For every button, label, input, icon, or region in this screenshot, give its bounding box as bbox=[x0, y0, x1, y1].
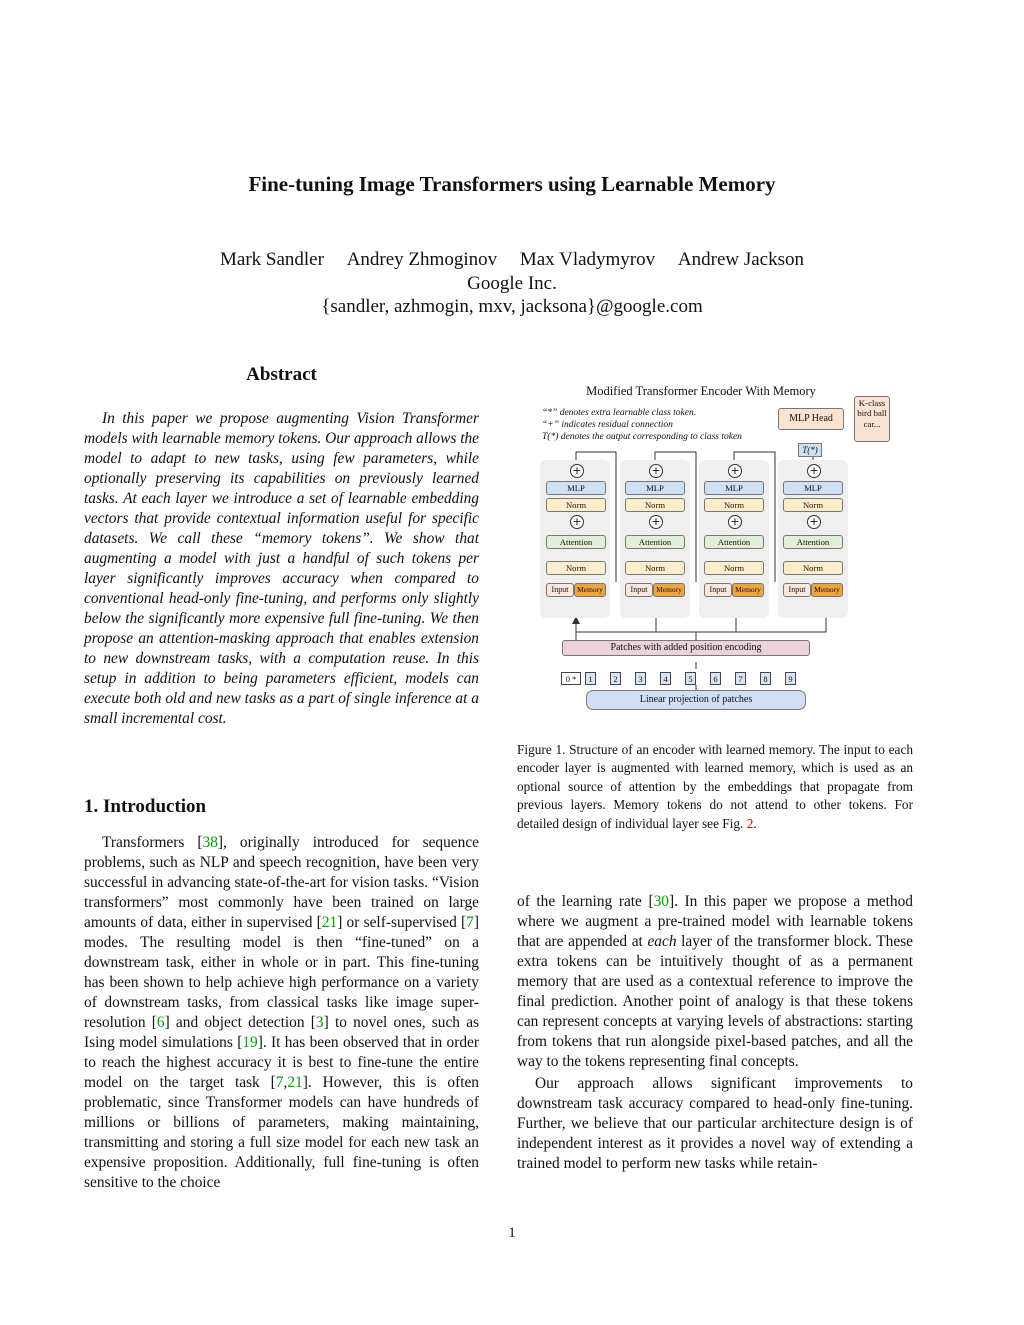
figure-note: “*” denotes extra learnable class token. bbox=[542, 408, 697, 418]
text-run: ] to novel ones, such as Ising model simulations [ bbox=[84, 1014, 480, 1051]
linear-projection-box: Linear projection of patches bbox=[586, 690, 806, 710]
attention-box: Attention bbox=[546, 535, 606, 549]
text-run: ]. However, this is often problematic, since Transformer models can have hundreds of millions or billions of parameters, making maintaining, transmitting and storing a full size model for each new task an expensive proposition. Additionally, full fine-tuning is often sensitive to the choice bbox=[84, 1074, 479, 1191]
text-run: of the learning rate [ bbox=[517, 893, 654, 910]
citation-link[interactable]: 38 bbox=[202, 834, 218, 851]
text-run: , bbox=[283, 1074, 288, 1091]
input-box: Input bbox=[546, 583, 574, 597]
text-run: ] or self-supervised [ bbox=[337, 914, 467, 931]
attention-box: Attention bbox=[704, 535, 764, 549]
page-number: 1 bbox=[508, 1225, 516, 1241]
text-run: layer of the transformer block. These extra tokens can be intuitively thought of as a permanent memory that are used as a contextual reference to improve the final prediction. Another point of analogy is that these tokens can represent concepts at varying levels of abstractions: starting from tokens that run alongside pixel-based patches, and all the way to the tokens representing final concepts. bbox=[517, 933, 913, 1070]
norm-box: Norm bbox=[546, 561, 606, 575]
author-block bbox=[0, 248, 1024, 319]
input-box: Input bbox=[704, 583, 732, 597]
norm-box: Norm bbox=[704, 498, 764, 512]
paragraph bbox=[517, 892, 913, 1072]
citation-link[interactable]: 30 bbox=[653, 893, 669, 910]
affiliation: Google Inc. bbox=[467, 272, 557, 294]
mlp-box: MLP bbox=[704, 481, 764, 495]
patch-token: 4 bbox=[660, 672, 671, 685]
patches-box: Patches with added position encoding bbox=[562, 640, 810, 656]
plus-icon: + bbox=[570, 515, 584, 529]
text-run: ] and object detection [ bbox=[164, 1014, 316, 1031]
citation-link[interactable]: 3 bbox=[315, 1014, 324, 1031]
plus-icon: + bbox=[807, 515, 821, 529]
author-name: Max Vladymyrov bbox=[519, 249, 656, 270]
abstract-text: In this paper we propose augmenting Vision Transformer models with learnable memory tokens. Our approach allows the model to adapt to new tasks, using few parameters, while optionally preserving its capabilities on previously learned tasks. At each layer we introduce a set of learnable embedding vectors that provide contextual information useful for specific datasets. We call these “memory tokens”. We show that augmenting a model with just a handful of such tokens per layer significantly improves accuracy when compared to conventional head-only fine-tuning, and performs only slightly below the significantly more expensive full fine-tuning. We then propose an attention-masking approach that enables extension to new downstream tasks, with a computation reuse. In this setup in addition to being parameters efficient, models can execute both old and new tasks as a part of single inference at a small incremental cost. bbox=[84, 410, 479, 727]
mlp-box: MLP bbox=[625, 481, 685, 495]
paragraph bbox=[84, 833, 479, 1193]
classes-box: K-class bird ball car... bbox=[854, 396, 890, 442]
text-run: . bbox=[753, 815, 757, 831]
author-name: Mark Sandler bbox=[220, 249, 324, 270]
mlp-box: MLP bbox=[546, 481, 606, 495]
author-name: Andrey Zhmoginov bbox=[346, 249, 498, 270]
patch-token: 6 bbox=[710, 672, 721, 685]
plus-icon: + bbox=[728, 515, 742, 529]
plus-icon: + bbox=[728, 464, 742, 478]
citation-link[interactable]: 21 bbox=[321, 914, 338, 931]
text-run: Figure 1. Structure of an encoder with learned memory. The input to each encoder layer is augmented with learned memory, which is used as an optional source of attention by the embeddings that propagate from previous layers. Memory tokens do not attend to other tokens. For detailed design of individual layer see Fig. bbox=[517, 742, 913, 831]
mlp-head-box: MLP Head bbox=[778, 408, 844, 430]
author-emails: {sandler, azhmogin, mxv, jacksona}@google.com bbox=[321, 296, 703, 317]
text-run: ]. In this paper we propose a method where we augment a pre-trained model with learnable tokens that are appended at bbox=[517, 893, 913, 950]
figure-encoder-diagram bbox=[536, 382, 896, 717]
introduction-heading: 1. Introduction bbox=[84, 796, 207, 817]
figure-note: “+” indicates residual connection bbox=[542, 420, 673, 430]
figure-title: Modified Transformer Encoder With Memory bbox=[586, 384, 816, 398]
plus-icon: + bbox=[649, 515, 663, 529]
emphasis: each bbox=[647, 933, 677, 950]
figure-note: T(*) denotes the output corresponding to class token bbox=[542, 432, 742, 442]
abstract-heading: Abstract bbox=[246, 364, 317, 385]
citation-link[interactable]: 21 bbox=[287, 1074, 303, 1091]
token-label: * bbox=[572, 674, 577, 684]
author-name: Andrew Jackson bbox=[677, 249, 804, 270]
paragraph: Our approach allows significant improvements to downstream task accuracy compared to head-only fine-tuning. Further, we believe that our particular architecture design is of independent interest as it provides a novel way of extending a trained model to perform new tasks while retain- bbox=[517, 1075, 913, 1172]
right-column-body bbox=[517, 892, 913, 1176]
attention-box: Attention bbox=[625, 535, 685, 549]
norm-box: Norm bbox=[783, 498, 843, 512]
plus-icon: + bbox=[807, 464, 821, 478]
memory-box: Memory bbox=[811, 583, 843, 597]
attention-box: Attention bbox=[783, 535, 843, 549]
input-box: Input bbox=[625, 583, 653, 597]
norm-box: Norm bbox=[783, 561, 843, 575]
plus-icon: + bbox=[649, 464, 663, 478]
norm-box: Norm bbox=[546, 498, 606, 512]
memory-box: Memory bbox=[653, 583, 685, 597]
memory-box: Memory bbox=[574, 583, 606, 597]
text-run: ], originally introduced for sequence problems, such as NLP and speech recognition, have been very successful in advancing state-of-the-art for vision tasks. “Vision transformers” most commonly have been trained on large amounts of data, either in supervised [ bbox=[84, 834, 479, 931]
memory-box: Memory bbox=[732, 583, 764, 597]
input-box: Input bbox=[783, 583, 811, 597]
text-run: Transformers [ bbox=[102, 834, 203, 851]
patch-token: 9 bbox=[785, 672, 796, 685]
patch-token: 3 bbox=[635, 672, 646, 685]
patch-token: 1 bbox=[585, 672, 596, 685]
citation-link[interactable]: 7 bbox=[275, 1074, 284, 1091]
text-run: ] modes. The resulting model is then “fine-tuned” on a downstream task, either in whole or in part. This fine-tuning has been shown to help achieve high performance on a variety of downstream tasks, from classical tasks like image super-resolution [ bbox=[84, 914, 479, 1031]
patch-token: 2 bbox=[610, 672, 621, 685]
citation-link[interactable]: 6 bbox=[156, 1014, 165, 1031]
norm-box: Norm bbox=[625, 498, 685, 512]
paper-title: Fine-tuning Image Transformers using Learnable Memory bbox=[248, 172, 776, 196]
patch-token: 8 bbox=[760, 672, 771, 685]
class-output-box: T(*) bbox=[798, 443, 822, 457]
plus-icon: + bbox=[570, 464, 584, 478]
citation-link[interactable]: 19 bbox=[242, 1034, 258, 1051]
text-run: ]. It has been observed that in order to reach the highest accuracy it is best to fine-tune the entire model on the target task [ bbox=[84, 1034, 480, 1091]
norm-box: Norm bbox=[625, 561, 685, 575]
class-token bbox=[561, 672, 581, 685]
patch-token: 7 bbox=[735, 672, 746, 685]
token-label: 0 bbox=[565, 674, 570, 684]
norm-box: Norm bbox=[704, 561, 764, 575]
figure-caption bbox=[517, 741, 913, 833]
figure-ref-link[interactable]: 2 bbox=[746, 815, 754, 831]
patch-token: 5 bbox=[685, 672, 696, 685]
mlp-box: MLP bbox=[783, 481, 843, 495]
citation-link[interactable]: 7 bbox=[466, 914, 474, 931]
author-names bbox=[0, 248, 1024, 272]
introduction-body bbox=[84, 833, 479, 1195]
